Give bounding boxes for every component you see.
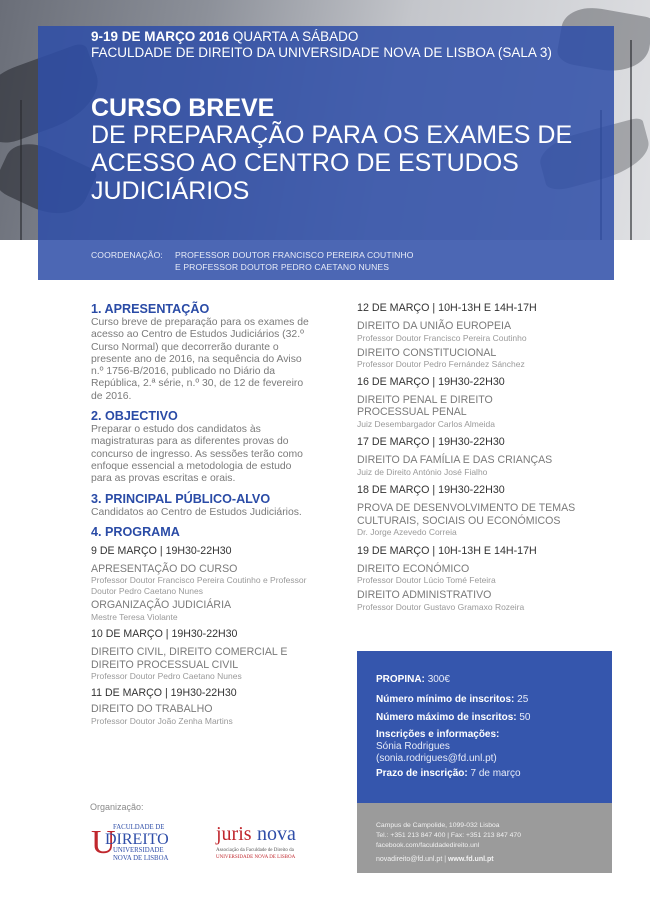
web-links: novadireito@fd.unl.pt | www.fd.unl.pt [376,856,494,863]
session-date: 19 DE MARÇO | 10H-13H E 14H-17H [357,544,537,557]
session-date: 18 DE MARÇO | 19H30-22H30 [357,484,505,497]
faculdade-direito-logo [90,820,200,862]
session-course: ORGANIZAÇÃO JUDICIÁRIA [91,599,232,612]
organisation-label: Organização: [90,802,144,812]
session-course: DIREITO DA UNIÃO EUROPEIA [357,320,512,332]
left-column [91,302,309,726]
session-date: 12 DE MARÇO | 10H-13H E 14H-17H [357,302,537,314]
section-text: Preparar o estudo dos candidatos às magistraturas para as diferentes provas do concurso de ingresso. As sessões terão como enfoque essencial a metodologia de estudo para as provas escritas e orais. [91,424,303,485]
address-block: Campus de Campolide, 1099-032 Lisboa Tel.: +351 213 847 400 | Fax: +351 213 847 470 facebook.com/faculdadedireito.unl [376,822,521,849]
coordination-label: COORDENAÇÃO: [91,250,163,260]
course-title: CURSO BREVE [91,94,275,122]
logo-name-juris: juris [216,823,252,845]
logo-text-main: DIREITO [105,831,169,848]
max-enrolment: Número máximo de inscritos: 50 [376,712,531,723]
session-date: 11 DE MARÇO | 19H30-22H30 [91,687,237,700]
session-date: 16 DE MARÇO | 19H30-22H30 [357,375,505,388]
fee: PROPINA: 300€ [376,674,450,685]
session-professor: Mestre Teresa Violante [91,611,178,622]
min-enrolment: Número mínimo de inscritos: 25 [376,694,529,705]
deadline: Prazo de inscrição: 7 de março [376,768,521,779]
session-professor: Professor Doutor Pedro Fernández Sánchez [357,359,525,370]
session-course: DIREITO DO TRABALHO [91,703,213,716]
jurisnova-logo [214,820,324,862]
logo-subtitle-1: Associação da Faculdade de Direito da [216,848,294,853]
session-professor: Juiz Desembargador Carlos Almeida [357,418,495,429]
session-course: DIREITO CIVIL, DIREITO COMERCIAL E DIREITO PROCESSUAL CIVIL [91,646,288,671]
session-date: 10 DE MARÇO | 19H30-22H30 [91,628,238,641]
facebook-link[interactable]: facebook.com/faculdadedireito.unl [376,842,480,849]
course-subtitle: DE PREPARAÇÃO PARA OS EXAMES DE ACESSO AO CENTRO DE ESTUDOS JUDICIÁRIOS [91,121,573,205]
session-professor: Dr. Jorge Azevedo Correia [357,527,457,538]
session-professor: Professor Doutor Francisco Pereira Coutinho e Professor Doutor Pedro Caetano Nunes [91,575,307,596]
website-link[interactable]: www.fd.unl.pt [447,856,494,863]
coordination [91,249,414,273]
session-professor: Juiz de Direito António José Fialho [357,466,488,477]
session-professor: Professor Doutor Gustavo Gramaxo Rozeira [357,601,525,612]
coordinator-2: E PROFESSOR DOUTOR PEDRO CAETANO NUNES [175,262,390,272]
session-course: DIREITO ECONÓMICO [357,562,470,575]
section-title: 3. PRINCIPAL PÚBLICO-ALVO [91,491,271,506]
session-course: DIREITO DA FAMÍLIA E DAS CRIANÇAS [357,454,553,467]
section-title: 1. APRESENTAÇÃO [91,302,210,316]
logo-subtitle-2: UNIVERSIDADE NOVA DE LISBOA [216,855,296,860]
contact-name: Sónia Rodrigues [376,741,450,752]
email-link[interactable]: novadireito@fd.unl.pt [376,856,443,863]
session-professor: Professor Doutor Pedro Caetano Nunes [91,671,242,682]
session-course: DIREITO ADMINISTRATIVO [357,589,492,602]
section-title: 2. OBJECTIVO [91,409,178,424]
logo-text-bottom: NOVA DE LISBOA [113,855,169,862]
session-course: DIREITO PENAL E DIREITO PROCESSUAL PENAL [357,393,493,419]
event-location: FACULDADE DE DIREITO DA UNIVERSIDADE NOVA DE LISBOA (SALA 3) [91,45,552,60]
contact-email[interactable]: (sonia.rodrigues@fd.unl.pt) [376,753,497,764]
registration-info-panel [357,651,612,803]
session-date: 17 DE MARÇO | 19H30-22H30 [357,436,505,449]
session-course: PROVA DE DESENVOLVIMENTO DE TEMAS CULTURAIS, SOCIAIS OU ECONÓMICOS [357,502,576,527]
section-text: Curso breve de preparação para os exames de acesso ao Centro de Estudos Judiciários (32.º Curso Normal) que decorrerão durante o presente ano de 2016, na sequência do Aviso n.º 1756-B/2016, publicado no Diário da República, 2.ª série, n.º 30, de 12 de fevereiro de 2016. [91,317,309,402]
section-text: Candidatos ao Centro de Estudos Judiciários. [91,506,302,518]
logo-text-top: FACULDADE DE [113,824,165,831]
session-professor: Professor Doutor Lúcio Tomé Feteira [357,575,496,586]
session-professor: Professor Doutor Francisco Pereira Coutinho [357,332,527,343]
event-dates: 9-19 DE MARÇO 2016 QUARTA A SÁBADO FACULDADE DE DIREITO DA UNIVERSIDADE NOVA DE LISBOA (SALA 3) [91,29,552,60]
session-date: 9 DE MARÇO | 19H30-22H30 [91,544,232,557]
contact-footer-panel [357,803,612,873]
logo-text-mid: UNIVERSIDADE [113,847,164,854]
coordinator-1: PROFESSOR DOUTOR FRANCISCO PEREIRA COUTINHO [175,250,414,260]
right-column [357,302,612,612]
session-course: APRESENTAÇÃO DO CURSO [91,562,238,575]
contact: Inscrições e informações: Sónia Rodrigues (sonia.rodrigues@fd.unl.pt) [376,729,500,764]
session-course: DIREITO CONSTITUCIONAL [357,346,497,359]
session-professor: Professor Doutor João Zenha Martins [91,715,233,726]
logo-letter-u: U [91,824,116,861]
logo-name-nova: nova [257,823,296,845]
section-title: 4. PROGRAMA [91,524,180,539]
